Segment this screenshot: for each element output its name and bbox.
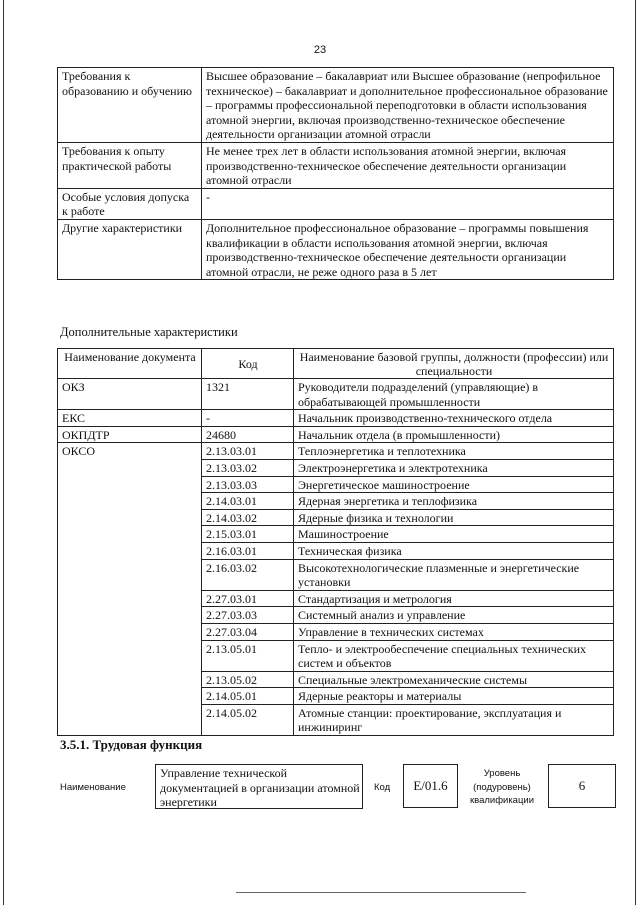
additional-characteristics-body: [58, 379, 614, 736]
document-cell: ОКЗ: [58, 379, 202, 410]
code-cell: 2.16.03.02: [202, 559, 294, 590]
table-row: [58, 379, 614, 410]
page-border-right: [635, 0, 636, 905]
code-cell: 2.16.03.01: [202, 542, 294, 559]
code-cell: 2.13.05.02: [202, 671, 294, 688]
name-cell: Специальные электромеханические системы: [294, 671, 614, 688]
name-cell: Электроэнергетика и электротехника: [294, 459, 614, 476]
function-name-value: Управление технической документацией в организации атомной энергетики: [155, 764, 363, 809]
code-cell: 24680: [202, 426, 294, 443]
name-cell: Машиностроение: [294, 526, 614, 543]
code-cell: 2.13.03.03: [202, 476, 294, 493]
name-cell: Руководители подразделений (управляющие) в обрабатывающей промышленности: [294, 379, 614, 410]
special-conditions-value: -: [202, 188, 614, 219]
name-cell: Управление в технических системах: [294, 623, 614, 640]
code-cell: 2.14.05.01: [202, 688, 294, 705]
name-cell: Начальник отдела (в промышленности): [294, 426, 614, 443]
name-cell: Ядерная энергетика и теплофизика: [294, 493, 614, 510]
education-requirements-label: Требования к образованию и обучению: [58, 68, 202, 143]
additional-characteristics-table: [57, 348, 614, 736]
name-cell: Ядерные реакторы и материалы: [294, 688, 614, 705]
table-row: [58, 219, 614, 279]
code-cell: 2.27.03.04: [202, 623, 294, 640]
code-cell: 2.13.05.01: [202, 640, 294, 671]
table-row: [58, 142, 614, 188]
code-cell: 2.13.03.02: [202, 459, 294, 476]
function-name-label: Наименование: [60, 782, 126, 793]
name-cell: Стандартизация и метрология: [294, 590, 614, 607]
qualification-level-value: 6: [548, 764, 616, 808]
name-cell: Атомные станции: проектирование, эксплуатация и инжиниринг: [294, 704, 614, 735]
table-row: [58, 426, 614, 443]
name-cell: Системный анализ и управление: [294, 607, 614, 624]
code-cell: 2.14.03.02: [202, 509, 294, 526]
code-cell: 1321: [202, 379, 294, 410]
other-characteristics-value: Дополнительное профессиональное образование – программы повышения квалификации в области использования атомной энергии, включая производственно-техническое обеспечение деятельности организации атомной отрасли, не реже одного раза в 5 лет: [202, 219, 614, 279]
code-cell: 2.14.05.02: [202, 704, 294, 735]
name-cell: Начальник производственно-технического отдела: [294, 410, 614, 427]
column-header-name: Наименование базовой группы, должности (профессии) или специальности: [294, 349, 614, 379]
other-characteristics-label: Другие характеристики: [58, 219, 202, 279]
table-row: [58, 443, 614, 460]
requirements-table: [57, 67, 614, 280]
additional-characteristics-caption: Дополнительные характеристики: [60, 325, 238, 339]
code-cell: 2.15.03.01: [202, 526, 294, 543]
special-conditions-label: Особые условия допуска к работе: [58, 188, 202, 219]
name-cell: Высокотехнологические плазменные и энергетические установки: [294, 559, 614, 590]
bottom-divider: [236, 892, 526, 893]
name-cell: Теплоэнергетика и теплотехника: [294, 443, 614, 460]
code-cell: 2.27.03.01: [202, 590, 294, 607]
name-cell: Ядерные физика и технологии: [294, 509, 614, 526]
table-header-row: [58, 349, 614, 379]
page-number: 23: [313, 44, 327, 56]
experience-requirements-label: Требования к опыту практической работы: [58, 142, 202, 188]
experience-requirements-value: Не менее трех лет в области использования атомной энергии, включая производственно-техническое обеспечение деятельности организации атомной отрасли: [202, 142, 614, 188]
table-row: [58, 68, 614, 143]
code-cell: 2.27.03.03: [202, 607, 294, 624]
labor-function-title: 3.5.1. Трудовая функция: [60, 737, 203, 752]
table-row: [58, 188, 614, 219]
column-header-document: Наименование документа: [58, 349, 202, 379]
code-value: E/01.6: [403, 764, 458, 808]
code-cell: 2.13.03.01: [202, 443, 294, 460]
table-row: [58, 410, 614, 427]
name-cell: Тепло- и электрообеспечение специальных технических систем и объектов: [294, 640, 614, 671]
qualification-level-label: Уровень (подуровень) квалификации: [469, 768, 535, 806]
document-cell: ЕКС: [58, 410, 202, 427]
name-cell: Энергетическое машиностроение: [294, 476, 614, 493]
code-label: Код: [374, 782, 391, 793]
code-cell: 2.14.03.01: [202, 493, 294, 510]
education-requirements-value: Высшее образование – бакалавриат или Высшее образование (непрофильное техническое) – бакалавриат и дополнительное профессиональное образование – программы профессиональной переподготовки в области использования атомной энергии, включая производственно-техническое обеспечение деятельности организации атомной отрасли: [202, 68, 614, 143]
document-cell: ОКСО: [58, 443, 202, 736]
document-cell: ОКПДТР: [58, 426, 202, 443]
name-cell: Техническая физика: [294, 542, 614, 559]
page-border-left: [3, 0, 4, 905]
code-cell: -: [202, 410, 294, 427]
column-header-code: Код: [202, 349, 294, 379]
